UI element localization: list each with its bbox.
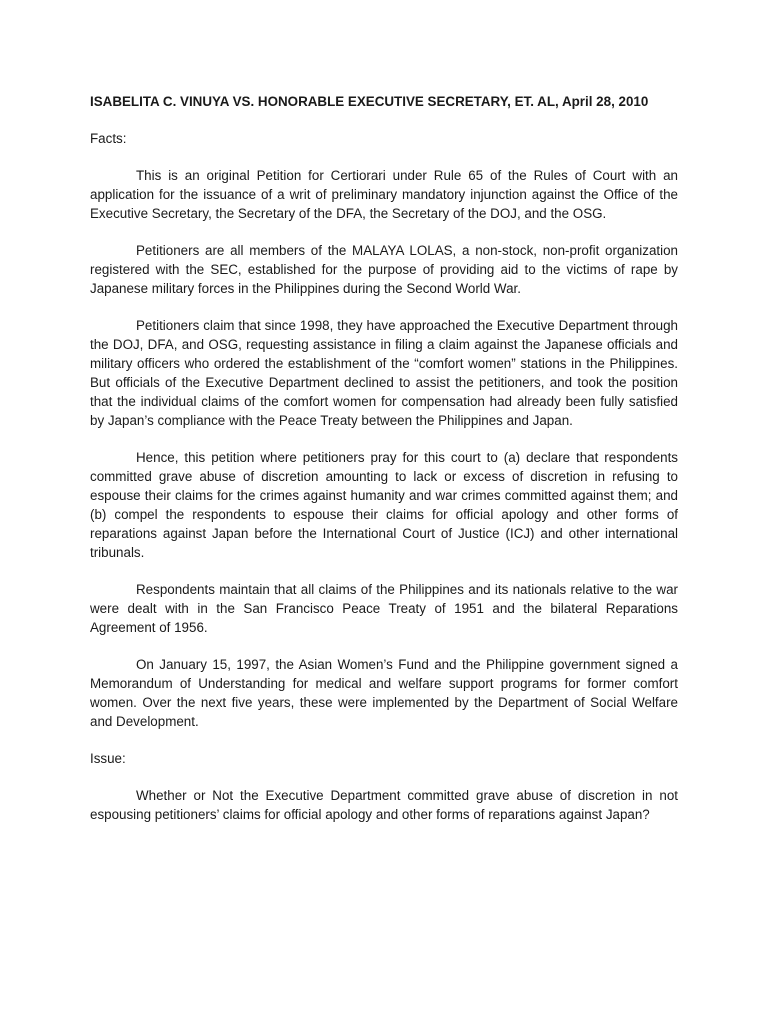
facts-paragraph-4: Hence, this petition where petitioners pray for this court to (a) declare that respondents committed grave abuse of discretion amounting to lack or excess of discretion in refusing to espouse their claims for the crimes against humanity and war crimes committed against them; and (b) compel the respondents to espouse their claims for official apology and other forms of reparations against Japan before the International Court of Justice (ICJ) and other international tribunals. xyxy=(90,450,678,560)
facts-paragraph-6: On January 15, 1997, the Asian Women’s Fund and the Philippine government signed a Memorandum of Understanding for medical and welfare support programs for former comfort women. Over the next five years, these were implemented by the Department of Social Welfare and Development. xyxy=(90,657,678,729)
facts-heading: Facts: xyxy=(90,131,127,146)
issue-heading: Issue: xyxy=(90,751,126,766)
facts-paragraph-5: Respondents maintain that all claims of the Philippines and its nationals relative to the war were dealt with in the San Francisco Peace Treaty of 1951 and the bilateral Reparations Agreement of 1956. xyxy=(90,582,678,635)
document-page xyxy=(90,92,678,842)
facts-paragraph-1: This is an original Petition for Certiorari under Rule 65 of the Rules of Court with an application for the issuance of a writ of preliminary mandatory injunction against the Office of the Executive Secretary, the Secretary of the DFA, the Secretary of the DOJ, and the OSG. xyxy=(90,168,678,221)
facts-paragraph-3: Petitioners claim that since 1998, they have approached the Executive Department through the DOJ, DFA, and OSG, requesting assistance in filing a claim against the Japanese officials and military officers who ordered the establishment of the “comfort women” stations in the Philippines. But officials of the Executive Department declined to assist the petitioners, and took the position that the individual claims of the comfort women for compensation had already been fully satisfied by Japan’s compliance with the Peace Treaty between the Philippines and Japan. xyxy=(90,318,678,428)
issue-paragraph: Whether or Not the Executive Department committed grave abuse of discretion in not espousing petitioners’ claims for official apology and other forms of reparations against Japan? xyxy=(90,788,678,822)
facts-paragraph-2: Petitioners are all members of the MALAYA LOLAS, a non-stock, non-profit organization registered with the SEC, established for the purpose of providing aid to the victims of rape by Japanese military forces in the Philippines during the Second World War. xyxy=(90,243,678,296)
document-title: ISABELITA C. VINUYA VS. HONORABLE EXECUTIVE SECRETARY, ET. AL, April 28, 2010 xyxy=(90,94,649,109)
